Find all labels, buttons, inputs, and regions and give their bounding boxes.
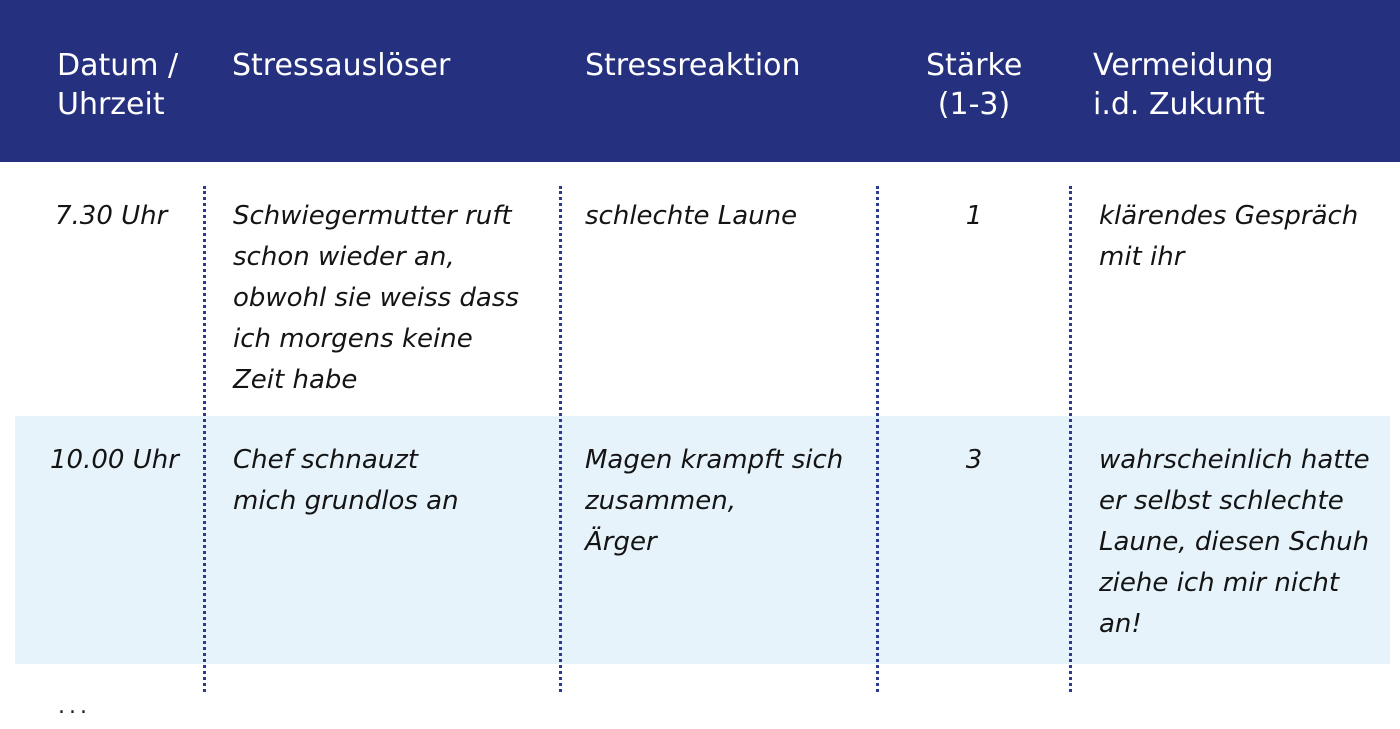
cell-reaction: schlechte Laune xyxy=(585,201,798,231)
cell-avoidance: klärendes Gespräch mit ihr xyxy=(1099,201,1359,272)
column-divider xyxy=(1069,186,1072,692)
cell-trigger: Chef schnauzt mich grundlos an xyxy=(233,445,459,516)
header-datum: Datum / Uhrzeit xyxy=(57,48,179,122)
cell-trigger: Schwiegermutter ruft schon wieder an, obwohl sie weiss dass ich morgens keine Zeit habe xyxy=(233,201,519,395)
header-reaktion: Stressreaktion xyxy=(585,48,801,83)
cell-time: 7.30 Uhr xyxy=(55,201,168,231)
column-divider xyxy=(876,186,879,692)
column-divider xyxy=(559,186,562,692)
header-ausloeser: Stressauslöser xyxy=(232,48,451,83)
cell-strength: 3 xyxy=(965,445,983,475)
cell-avoidance: wahrscheinlich hatte er selbst schlechte Laune, diesen Schuh ziehe ich mir nicht an! xyxy=(1099,445,1370,639)
cell-time: 10.00 Uhr xyxy=(50,445,179,475)
header-vermeidung: Vermeidung i.d. Zukunft xyxy=(1093,48,1274,122)
continuation-ellipsis: ... xyxy=(58,694,91,719)
table-header xyxy=(0,0,1400,162)
column-divider xyxy=(203,186,206,692)
cell-reaction: Magen krampft sich zusammen, Ärger xyxy=(585,445,844,557)
cell-strength: 1 xyxy=(965,201,983,231)
header-staerke: Stärke (1-3) xyxy=(926,48,1023,122)
